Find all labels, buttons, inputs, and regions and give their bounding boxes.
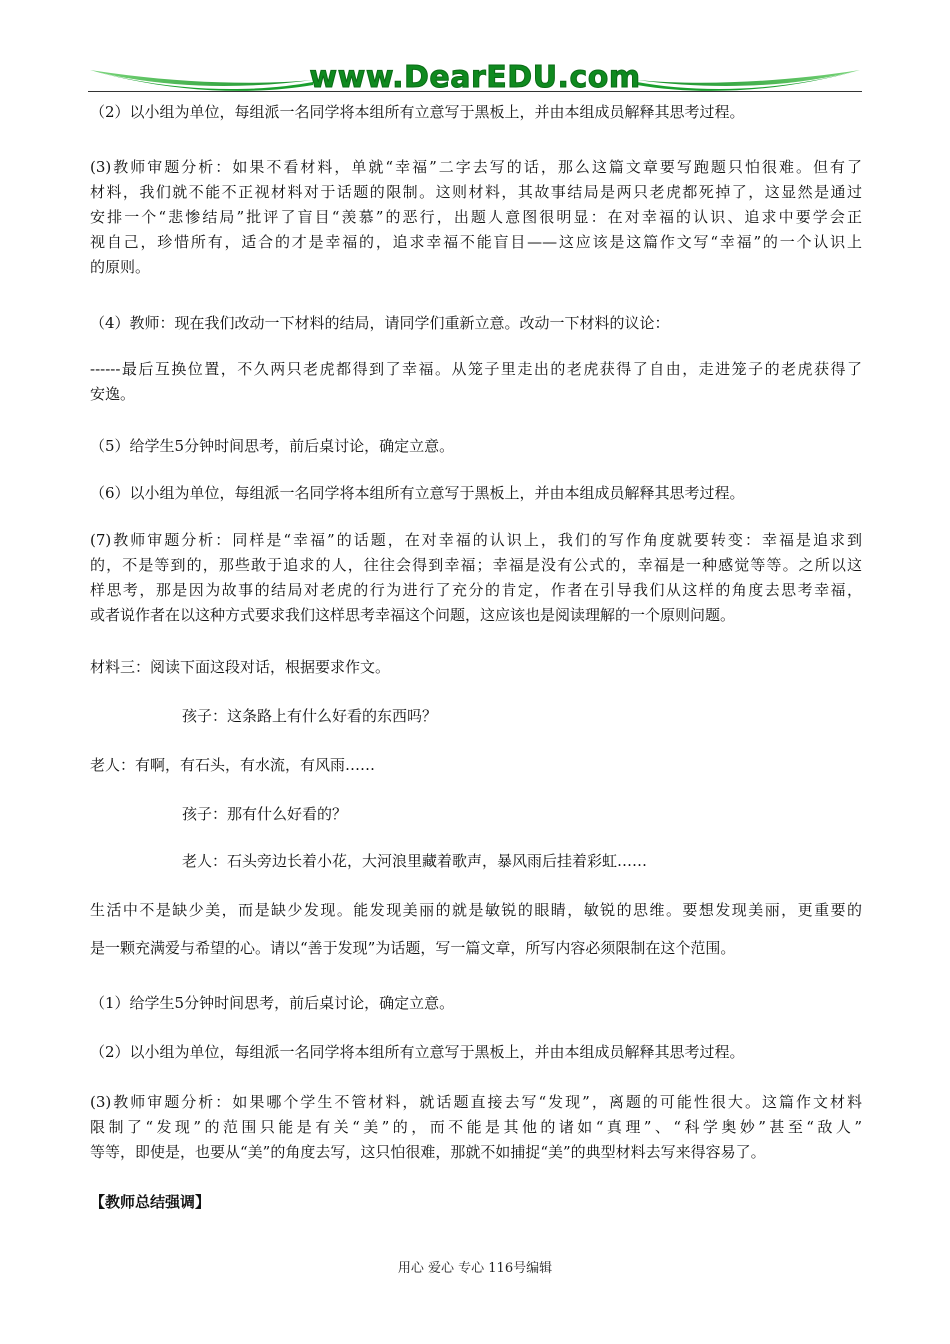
text-line: 孩子：这条路上有什么好看的东西吗？ bbox=[182, 707, 438, 725]
paragraph-step-2-b bbox=[90, 1040, 862, 1065]
text-line: 孩子：那有什么好看的？ bbox=[182, 805, 348, 823]
paragraph-step-4 bbox=[90, 311, 862, 336]
paragraph-material-three bbox=[90, 655, 862, 680]
text-line: 限制了“发现”的范围只能是有关“美”的，而不能是其他的诸如“真理”、“科学奥妙”甚至“敌人” bbox=[90, 1118, 862, 1136]
text-line: 是一颗充满爱与希望的心。请以“善于发现”为话题，写一篇文章，所写内容必须限制在这个范围。 bbox=[90, 939, 736, 957]
text-line: (3)教师审题分析：如果哪个学生不管材料，就话题直接去写“发现”，离题的可能性很大。这篇作文材料 bbox=[90, 1093, 862, 1111]
paragraph-step-2 bbox=[90, 100, 862, 125]
text-line: ------最后互换位置，不久两只老虎都得到了幸福。从笼子里走出的老虎获得了自由，走进笼子的老虎获得了 bbox=[90, 360, 862, 378]
text-line: （5）给学生5分钟时间思考，前后桌讨论，确定立意。 bbox=[90, 437, 455, 455]
text-line: 安排一个“悲惨结局”批评了盲目“羡慕”的恶行，出题人意图很明显：在对幸福的认识、追求中要学会正 bbox=[90, 208, 862, 226]
dialogue-child-1 bbox=[182, 704, 950, 729]
text-line: (7)教师审题分析：同样是“幸福”的话题，在对幸福的认识上，我们的写作角度就要转变：幸福是追求到 bbox=[90, 531, 862, 549]
paragraph-teacher-analysis-3-b bbox=[90, 1090, 862, 1165]
paragraph-teacher-analysis-7 bbox=[90, 528, 862, 628]
paragraph-topic-line-2 bbox=[90, 936, 862, 961]
text-line: 安逸。 bbox=[90, 385, 136, 403]
text-line: 的，不是等到的，那些敢于追求的人，往往会得到幸福；幸福是没有公式的，幸福是一种感觉等等。之所以这 bbox=[90, 556, 862, 574]
header-divider bbox=[88, 91, 862, 92]
text-line: 视自己，珍惜所有，适合的才是幸福的，追求幸福不能盲目——这应该是这篇作文写“幸福”的一个认识上 bbox=[90, 233, 862, 251]
paragraph-step-6 bbox=[90, 481, 862, 506]
text-line: （2）以小组为单位，每组派一名同学将本组所有立意写于黑板上，并由本组成员解释其思考过程。 bbox=[90, 1043, 745, 1061]
site-logo-text: www.DearEDU.com bbox=[309, 60, 641, 95]
text-line: 材料三：阅读下面这段对话，根据要求作文。 bbox=[90, 658, 391, 676]
paragraph-teacher-analysis-1 bbox=[90, 155, 862, 280]
dialogue-elder-2 bbox=[182, 849, 950, 874]
dialogue-elder-1 bbox=[90, 753, 862, 778]
text-line: （1）给学生5分钟时间思考，前后桌讨论，确定立意。 bbox=[90, 994, 455, 1012]
text-line: 材料，我们就不能不正视材料对于话题的限制。这则材料，其故事结局是两只老虎都死掉了，这显然是通过 bbox=[90, 183, 862, 201]
text-line: （6）以小组为单位，每组派一名同学将本组所有立意写于黑板上，并由本组成员解释其思考过程。 bbox=[90, 484, 745, 502]
text-line: (3)教师审题分析：如果不看材料，单就“幸福”二字去写的话，那么这篇文章要写跑题只怕很难。但有了 bbox=[90, 158, 862, 176]
site-header bbox=[88, 58, 862, 104]
text-line: （4）教师：现在我们改动一下材料的结局，请同学们重新立意。改动一下材料的议论： bbox=[90, 314, 670, 332]
page-footer: 用心 爱心 专心 116号编辑 bbox=[397, 1261, 553, 1276]
paragraph-changed-ending bbox=[90, 357, 862, 407]
paragraph-step-5 bbox=[90, 434, 862, 459]
paragraph-step-1-b bbox=[90, 991, 862, 1016]
text-line: （2）以小组为单位，每组派一名同学将本组所有立意写于黑板上，并由本组成员解释其思考过程。 bbox=[90, 103, 745, 121]
dialogue-child-2 bbox=[182, 802, 950, 827]
text-line: 老人：石头旁边长着小花，大河浪里藏着歌声，暴风雨后挂着彩虹…… bbox=[182, 852, 648, 870]
text-line: 的原则。 bbox=[90, 258, 151, 276]
text-line: 样思考，那是因为故事的结局对老虎的行为进行了充分的肯定，作者在引导我们从这样的角度去思考幸福， bbox=[90, 581, 862, 599]
section-heading-summary bbox=[90, 1190, 862, 1215]
text-line: 等等，即使是，也要从“美”的角度去写，这只怕很难，那就不如捕捉“美”的典型材料去写来得容易了。 bbox=[90, 1143, 766, 1161]
paragraph-topic-line-1 bbox=[90, 898, 862, 923]
text-line: 或者说作者在以这种方式要求我们这样思考幸福这个问题，这应该也是阅读理解的一个原则问题。 bbox=[90, 606, 736, 624]
text-line: 老人：有啊，有石头，有水流，有风雨…… bbox=[90, 756, 376, 774]
text-line: 【教师总结强调】 bbox=[90, 1193, 211, 1211]
text-line: 生活中不是缺少美，而是缺少发现。能发现美丽的就是敏锐的眼睛，敏锐的思维。要想发现美丽，更重要的 bbox=[90, 901, 862, 919]
